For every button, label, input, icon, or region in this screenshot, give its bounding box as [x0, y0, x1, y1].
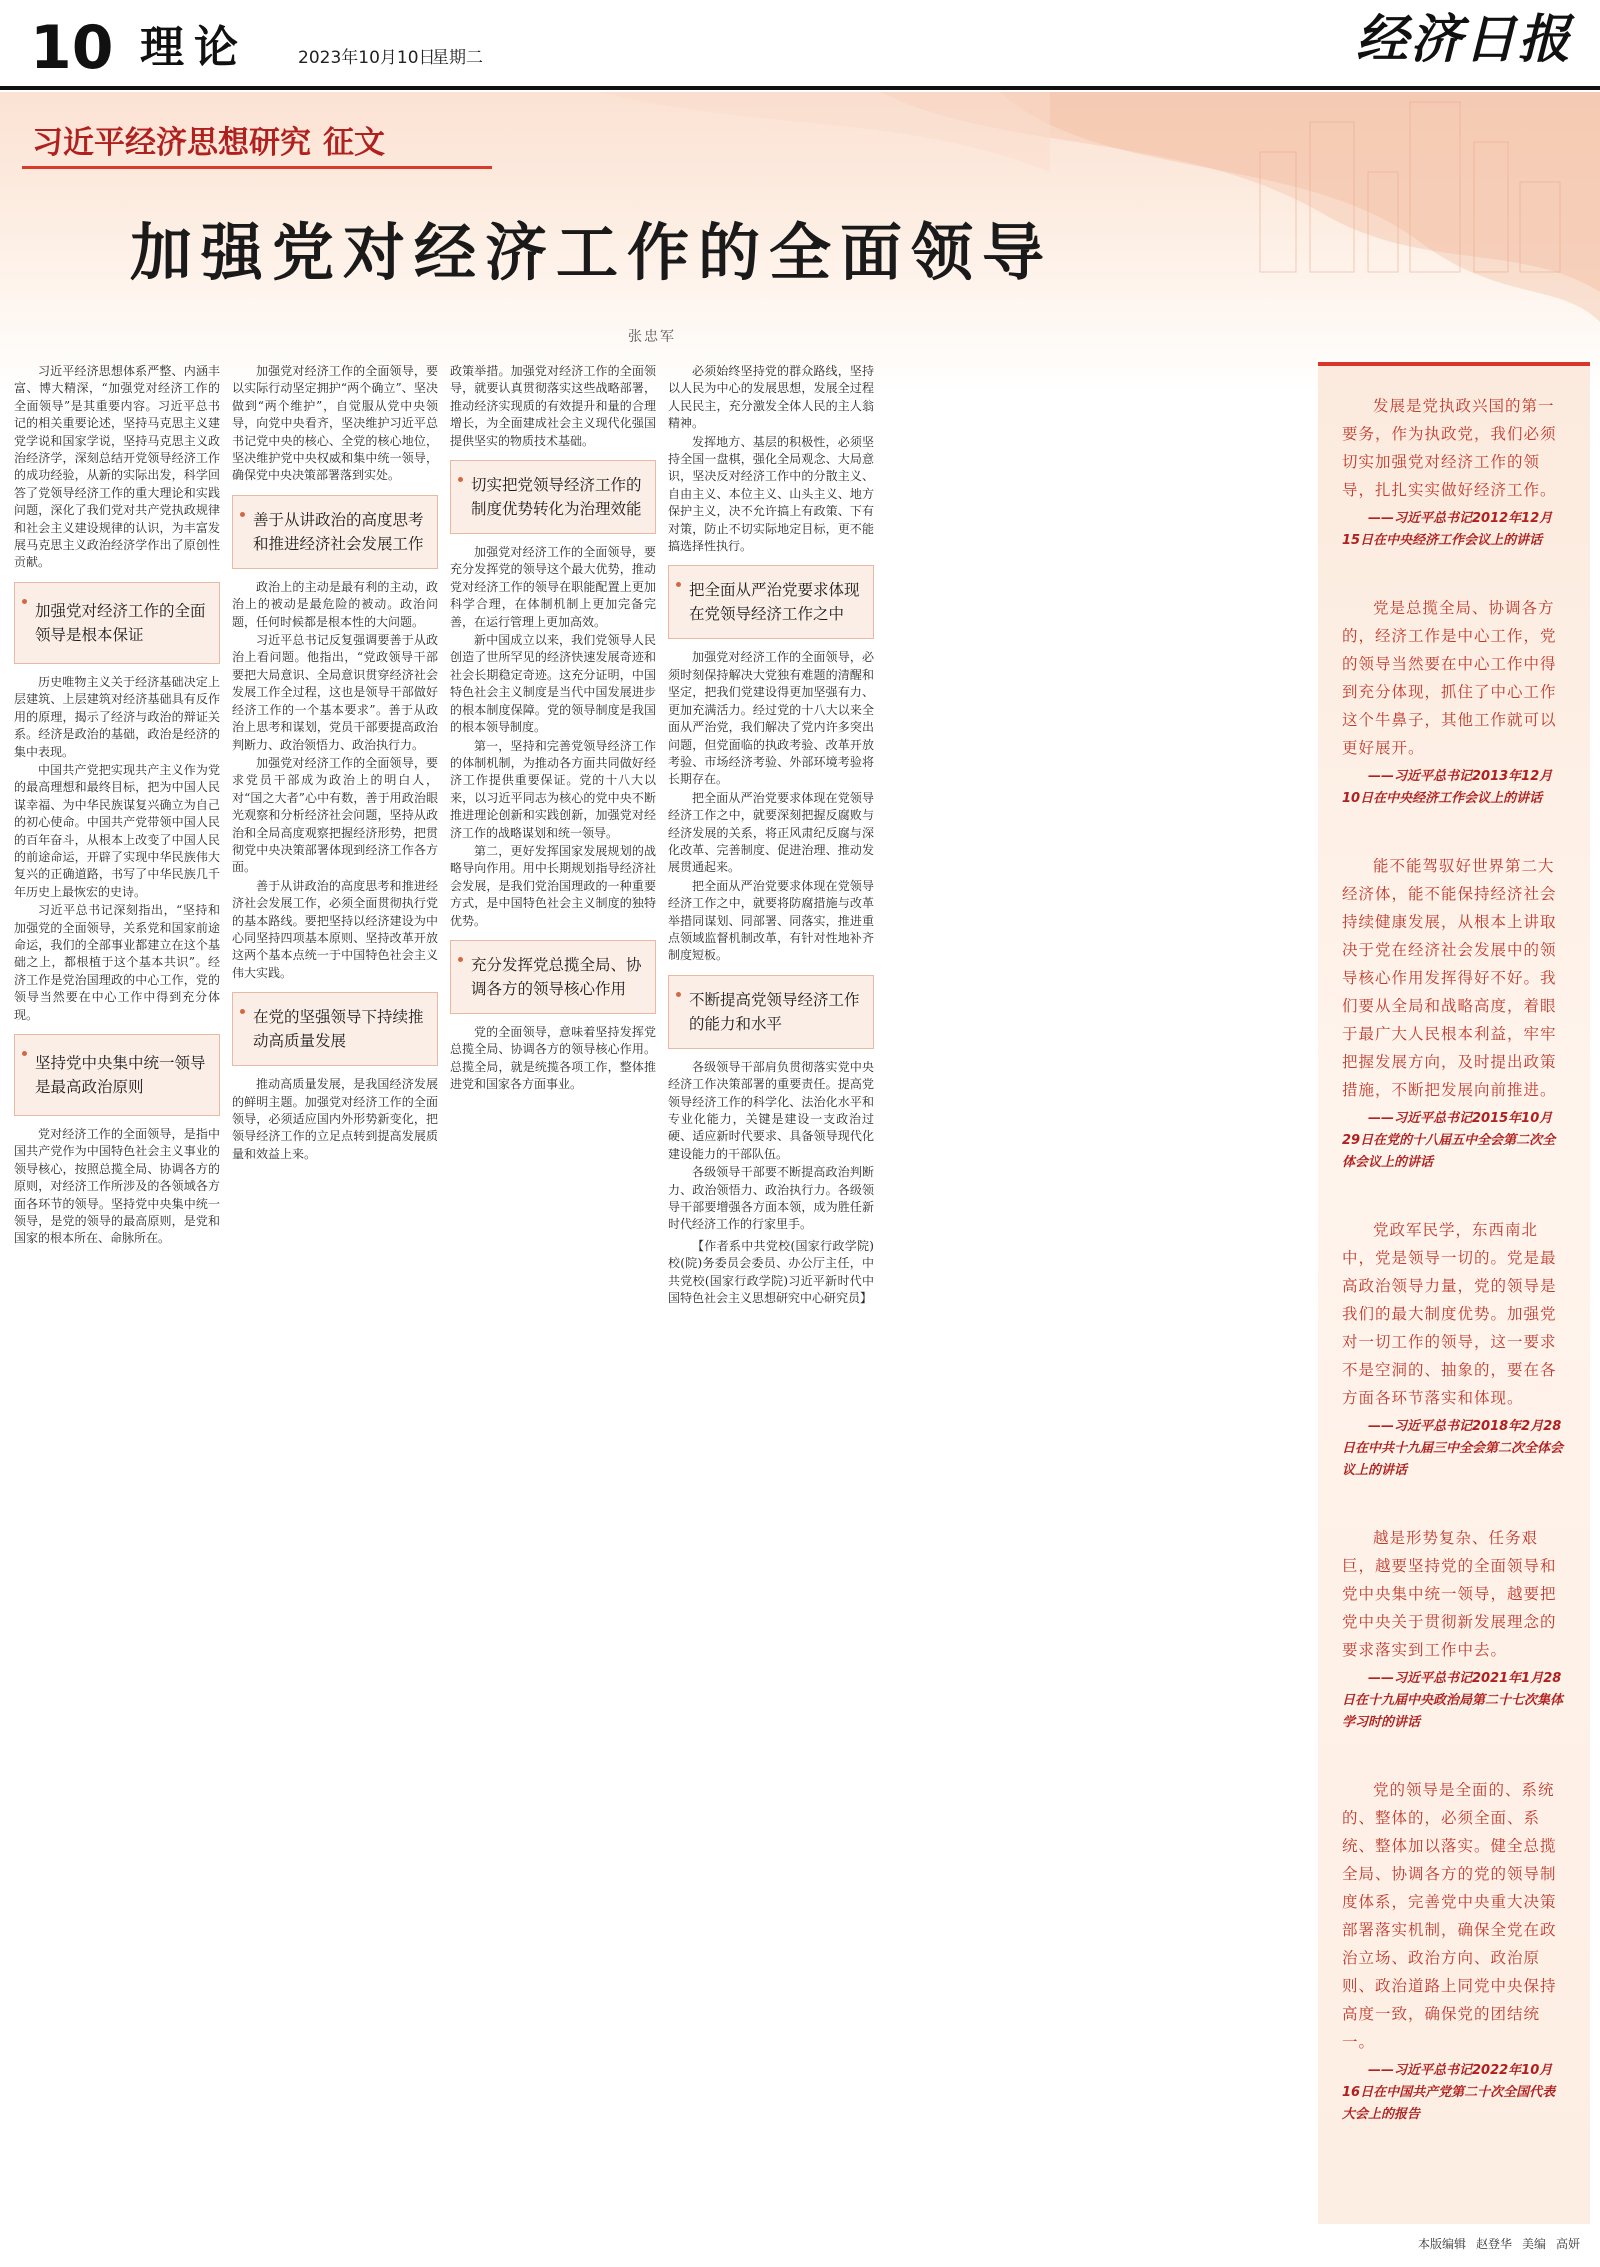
- designer-label: 美编: [1521, 2237, 1546, 2251]
- paragraph: 第一，坚持和完善党领导经济工作的体制机制，为推动各方面共同做好经济工作提供重要保证。党的十八大以来，以习近平同志为核心的党中央不断推进理论创新和实践创新，加强党对经济工作的战略谋划和统一领导。: [450, 738, 656, 840]
- sidebar-quote: 能不能驾驭好世界第二大经济体，能不能保持经济社会持续健康发展，从根本上讲取决于党在经济社会发展中的领导核心作用发挥得好不好。我们要从全局和战略高度，着眼于最广大人民根本利益，牢牢把握发展方向，及时提出政策措施，不断把发展向前推进。: [1342, 857, 1557, 1099]
- paragraph: 加强党对经济工作的全面领导，要充分发挥党的领导这个最大优势，推动党对经济工作的领导在职能配置上更加科学合理，在体制机制上更加完备完善，在运行管理上更加高效。: [450, 545, 656, 629]
- paragraph: 习近平经济思想体系严整、内涵丰富、博大精深，“加强党对经济工作的全面领导”是其重要内容。习近平总书记的相关重要论述，坚持马克思主义建党学说和国家学说，坚持马克思主义政治经济学，深刻总结开党领导经济工作的成功经验，从新的实际出发，科学回答了党领导经济工作的重大理论和实践问题，深化了我们党对共产党执政规律和社会主义建设规律的认识，为丰富发展马克思主义政治经济学作出了原创性贡献。: [14, 364, 220, 570]
- article-column-4: [668, 363, 874, 1308]
- quote-source: ——习近平总书记2013年12月10日在中央经济工作会议上的讲话: [1342, 769, 1553, 806]
- paragraph: 第二，更好发挥国家发展规划的战略导向作用。用中长期规划指导经济社会发展，是我们党治国理政的一种重要方式，是中国特色社会主义制度的独特优势。: [450, 843, 656, 928]
- paragraph: 加强党对经济工作的全面领导，必须时刻保持解决大党独有难题的清醒和坚定，把我们党建设得更加坚强有力、更加充满活力。经过党的十八大以来全面从严治党，我们解决了党内许多突出问题，但党面临的执政考验、改革开放考验、市场经济考验、外部环境考验将长期存在。: [668, 650, 874, 787]
- article-column-3: [450, 363, 656, 1095]
- sidebar-quote: 越是形势复杂、任务艰巨，越要坚持党的全面领导和党中央集中统一领导，越要把党中央关于贯彻新发展理念的要求落实到工作中去。: [1342, 1529, 1557, 1659]
- subheading: 善于从讲政治的高度思考和推进经济社会发展工作: [253, 510, 424, 553]
- paragraph: 发挥地方、基层的积极性，必须坚持全国一盘棋，强化全局观念、大局意识，坚决反对经济工作中的分散主义、自由主义、本位主义、山头主义、地方保护主义，决不允许搞上有政策、下有对策，防止不切实际地定目标，更不能搞选择性执行。: [668, 434, 874, 554]
- header-rule: [0, 86, 1600, 90]
- paragraph: 各级领导干部要不断提高政治判断力、政治领悟力、政治执行力。各级领导干部要增强各方面本领，成为胜任新时代经济工作的行家里手。: [668, 1165, 874, 1232]
- sidebar-quote: 党的领导是全面的、系统的、整体的，必须全面、系统、整体加以落实。健全总揽全局、协调各方的党的领导制度体系，完善党中央重大决策部署落实机制，确保全党在政治立场、政治方向、政治原则、政治道路上同党中央保持高度一致，确保党的团结统一。: [1342, 1781, 1557, 2051]
- paragraph: 加强党对经济工作的全面领导，要以实际行动坚定拥护“两个确立”、坚决做到“两个维护”，自觉服从党中央领导，向党中央看齐，坚决维护习近平总书记党中央的核心、全党的核心地位，坚决维护党中央权威和集中统一领导，确保党中央决策部署落到实处。: [232, 364, 438, 483]
- page-header: [0, 0, 1600, 90]
- paragraph: 党对经济工作的全面领导，是指中国共产党作为中国特色社会主义事业的领导核心，按照总揽全局、协调各方的原则，对经济工作所涉及的各领域各方面各环节的领导。坚持党中央集中统一领导，是党的领导的最高原则，是党和国家的根本所在、命脉所在。: [14, 1127, 220, 1246]
- paragraph: 善于从讲政治的高度思考和推进经济社会发展工作，必须全面贯彻执行党的基本路线。要把坚持以经济建设为中心同坚持四项基本原则、坚持改革开放这两个基本点统一于中国特色社会主义伟大实践。: [232, 878, 438, 980]
- series-label-text: 习近平经济思想研究: [32, 125, 311, 161]
- subheading: 不断提高党领导经济工作的能力和水平: [689, 990, 860, 1033]
- quote-source: ——习近平总书记2012年12月15日在中央经济工作会议上的讲话: [1342, 511, 1553, 548]
- quote-source: ——习近平总书记2021年1月28日在十九届中央政治局第二十七次集体学习时的讲话: [1342, 1671, 1564, 1730]
- subheading: 加强党对经济工作的全面领导是根本保证: [35, 601, 206, 644]
- paragraph: 党的全面领导，意味着坚持发挥党总揽全局、协调各方的领导核心作用。总揽全局，就是统揽各项工作，整体推进党和国家各方面事业。: [450, 1024, 656, 1092]
- subheading: 坚持党中央集中统一领导是最高政治原则: [35, 1054, 206, 1096]
- paragraph: 习近平总书记反复强调要善于从政治上看问题。他指出，“党政领导干部要把大局意识、全局意识贯穿经济社会发展工作全过程，这也是领导干部做好经济工作的一个基本要求”。善于从政治上思考和谋划，党员干部要提高政治判断力、政治领悟力、政治执行力。: [232, 633, 438, 752]
- subheading: 在党的坚强领导下持续推动高质量发展: [253, 1008, 424, 1051]
- paragraph: 政策举措。加强党对经济工作的全面领导，就要认真贯彻落实这些战略部署，推动经济实现质的有效提升和量的合理增长，为全面建成社会主义现代化强国提供坚实的物质技术基础。: [450, 364, 656, 448]
- paragraph: 各级领导干部肩负贯彻落实党中央经济工作决策部署的重要责任。提高党领导经济工作的科学化、法治化水平和专业化能力，关键是建设一支政治过硬、适应新时代要求、具备领导现代化建设能力的干部队伍。: [668, 1059, 874, 1161]
- sidebar-quote: 党政军民学，东西南北中，党是领导一切的。党是最高政治领导力量，党的领导是我们的最大制度优势。加强党对一切工作的领导，这一要求不是空洞的、抽象的，要在各方面各环节落实和体现。: [1342, 1221, 1557, 1407]
- paragraph: 中国共产党把实现共产主义作为党的最高理想和最终目标，把为中国人民谋幸福、为中华民族谋复兴确立为自己的初心使命。中国共产党带领中国人民的百年奋斗，从根本上改变了中国人民的前途命运，开辟了实现中华民族伟大复兴的正确道路，书写了中华民族几千年历史上最恢宏的史诗。: [14, 762, 220, 899]
- article-headline: 加强党对经济工作的全面领导: [130, 216, 1054, 289]
- quote-source: ——习近平总书记2015年10月29日在党的十八届五中全会第二次全体会议上的讲话: [1342, 1111, 1556, 1170]
- paragraph: 把全面从严治党要求体现在党领导经济工作之中，就要深刻把握反腐败与经济发展的关系，将正风肃纪反腐与深化改革、完善制度、促进治理、推动发展贯通起来。: [668, 790, 874, 875]
- subheading-box: [450, 460, 656, 534]
- quote-source: ——习近平总书记2018年2月28日在中共十九届三中全会第二次全体会议上的讲话: [1342, 1419, 1564, 1478]
- paragraph: 历史唯物主义关于经济基础决定上层建筑、上层建筑对经济基础具有反作用的原理，揭示了经济与政治的辩证关系。经济是政治的基础，政治是经济的集中表现。: [14, 674, 220, 759]
- subheading-box: [450, 940, 656, 1014]
- subheading-box: [14, 582, 220, 664]
- editor-name: 赵登华: [1475, 2237, 1512, 2251]
- subheading-box: [14, 1034, 220, 1116]
- series-label: [32, 125, 385, 161]
- article-column-2: [232, 363, 438, 1164]
- author-byline: 张忠军: [628, 329, 676, 345]
- subheading: 充分发挥党总揽全局、协调各方的领导核心作用: [471, 955, 642, 998]
- paragraph: 推动高质量发展，是我国经济发展的鲜明主题。加强党对经济工作的全面领导，必须适应国内外形势新变化，把领导经济工作的立足点转到提高发展质量和效益上来。: [232, 1077, 438, 1161]
- series-underline: [22, 166, 492, 169]
- subheading: 切实把党领导经济工作的制度优势转化为治理效能: [471, 476, 642, 519]
- subheading-box: [232, 495, 438, 569]
- editor-label: 本版编辑: [1417, 2237, 1466, 2251]
- paragraph: 加强党对经济工作的全面领导，要求党员干部成为政治上的明白人，对“国之大者”心中有数，善于用政治眼光观察和分析经济社会问题，坚持从政治和全局高度观察把握经济形势，把贯彻党中央决策部署体现到经济工作各方面。: [232, 755, 438, 875]
- paragraph: 必须始终坚持党的群众路线，坚持以人民为中心的发展思想，发展全过程人民民主，充分激发全体人民的主人翁精神。: [668, 364, 874, 431]
- paragraph: 新中国成立以来，我们党领导人民创造了世所罕见的经济快速发展奇迹和社会长期稳定奇迹。这充分证明，中国特色社会主义制度是当代中国发展进步的根本制度保障。党的领导制度是我国的根本领导制度。: [450, 633, 656, 735]
- newspaper-masthead: 经济日报: [1355, 9, 1572, 70]
- sidebar-quote: 发展是党执政兴国的第一要务，作为执政党，我们必须切实加强党对经济工作的领导，扎扎实实做好经济工作。: [1342, 397, 1557, 499]
- quote-source: ——习近平总书记2022年10月16日在中国共产党第二十次全国代表大会上的报告: [1342, 2063, 1556, 2122]
- subheading-box: [668, 975, 874, 1049]
- subheading-box: [232, 992, 438, 1066]
- section-name: 理论: [140, 22, 248, 73]
- paragraph: 政治上的主动是最有利的主动，政治上的被动是最危险的被动。政治问题，任何时候都是根本性的大问题。: [232, 579, 438, 629]
- paragraph: 习近平总书记深刻指出，“坚持和加强党的全面领导，关系党和国家前途命运，我们的全部事业都建立在这个基础之上，都根植于这个基本共识”。经济工作是党治国理政的中心工作，党的领导当然要在中心工作中得到充分体现。: [14, 903, 220, 1022]
- page-number: 10: [30, 13, 114, 83]
- page-footer: [1318, 2238, 1590, 2250]
- paragraph: 把全面从严治党要求体现在党领导经济工作之中，就要将防腐措施与改革举措同谋划、同部署、同落实，推进重点领域监督机制改革，有针对性地补齐制度短板。: [668, 878, 874, 963]
- designer-name: 高妍: [1555, 2237, 1580, 2251]
- issue-weekday: 星期二: [432, 48, 483, 68]
- article-column-1: [14, 363, 220, 1249]
- subheading: 把全面从严治党要求体现在党领导经济工作之中: [689, 581, 860, 624]
- issue-date: 2023年10月10日: [298, 48, 436, 68]
- author-credit: 【作者系中共党校(国家行政学院)校(院)务委员会委员、办公厅主任，中共党校(国家行政学院)习近平新时代中国特色社会主义思想研究中心研究员】: [668, 1238, 874, 1306]
- subheading-box: [668, 565, 874, 639]
- quotes-sidebar: [1318, 362, 1590, 2224]
- sidebar-quote: 党是总揽全局、协调各方的，经济工作是中心工作，党的领导当然要在中心工作中得到充分体现，抓住了中心工作这个牛鼻子，其他工作就可以更好展开。: [1342, 599, 1557, 757]
- series-tag: 征文: [323, 125, 385, 161]
